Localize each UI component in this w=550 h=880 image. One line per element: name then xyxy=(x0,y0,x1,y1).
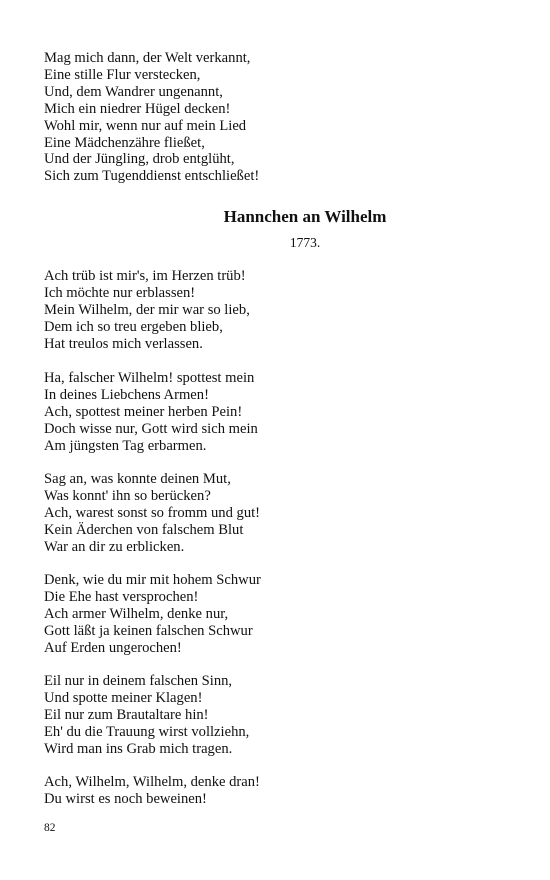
verse-line: Ach, warest sonst so fromm und gut! xyxy=(44,504,261,521)
verse-line: Kein Äderchen von falschem Blut xyxy=(44,521,244,538)
verse-line: Doch wisse nur, Gott wird sich mein xyxy=(44,420,258,437)
poem-stanza-5 xyxy=(44,673,504,758)
intro-stanza xyxy=(44,50,504,185)
verse-line: Ach, Wilhelm, Wilhelm, denke dran! xyxy=(44,774,260,790)
verse-line: Gott läßt ja keinen falschen Schwur xyxy=(44,622,253,639)
poem-stanza-6 xyxy=(44,774,504,808)
verse-line: Denk, wie du mir mit hohem Schwur xyxy=(44,572,261,588)
verse-line: Eine Mädchenzähre fließet, xyxy=(44,134,205,151)
verse-line: Wohl mir, wenn nur auf mein Lied xyxy=(44,117,247,134)
poem-stanza-4 xyxy=(44,572,504,657)
verse-line: Was konnt' ihn so berücken? xyxy=(44,487,211,504)
verse-line: Du wirst es noch beweinen! xyxy=(44,790,207,807)
verse-line: Am jüngsten Tag erbarmen. xyxy=(44,437,207,454)
verse-line: Eil nur zum Brautaltare hin! xyxy=(44,706,209,723)
verse-line: Ach trüb ist mir's, im Herzen trüb! xyxy=(44,268,246,284)
verse-line: Ach, spottest meiner herben Pein! xyxy=(44,403,243,420)
poem-year: 1773. xyxy=(289,235,321,250)
verse-line: Dem ich so treu ergeben blieb, xyxy=(44,318,223,335)
page-number: 82 xyxy=(44,822,56,834)
verse-line: Mag mich dann, der Welt verkannt, xyxy=(44,50,251,66)
verse-line: Ich möchte nur erblassen! xyxy=(44,284,196,301)
poem-stanza-2 xyxy=(44,370,504,455)
verse-line: Und, dem Wandrer ungenannt, xyxy=(44,83,223,100)
verse-line: War an dir zu erblicken. xyxy=(44,538,185,555)
poem-stanza-1 xyxy=(44,268,504,353)
verse-line: Hat treulos mich verlassen. xyxy=(44,335,203,352)
verse-line: In deines Liebchens Armen! xyxy=(44,386,209,403)
verse-line: Eil nur in deinem falschen Sinn, xyxy=(44,673,233,689)
poem-title: Hannchen an Wilhelm xyxy=(223,207,387,226)
verse-line: Wird man ins Grab mich tragen. xyxy=(44,740,233,757)
verse-line: Und spotte meiner Klagen! xyxy=(44,689,203,706)
verse-line: Auf Erden ungerochen! xyxy=(44,639,182,656)
verse-line: Mein Wilhelm, der mir war so lieb, xyxy=(44,301,250,318)
verse-line: Und der Jüngling, drob entglüht, xyxy=(44,151,235,168)
verse-line: Eh' du die Trauung wirst vollziehn, xyxy=(44,723,250,740)
verse-line: Sich zum Tugenddienst entschließet! xyxy=(44,168,260,185)
poem-stanza-3 xyxy=(44,471,504,556)
verse-line: Die Ehe hast versprochen! xyxy=(44,588,199,605)
verse-line: Ha, falscher Wilhelm! spottest mein xyxy=(44,370,255,386)
verse-line: Eine stille Flur verstecken, xyxy=(44,66,201,83)
verse-line: Mich ein niedrer Hügel decken! xyxy=(44,100,231,117)
verse-line: Ach armer Wilhelm, denke nur, xyxy=(44,605,229,622)
verse-line: Sag an, was konnte deinen Mut, xyxy=(44,471,231,487)
